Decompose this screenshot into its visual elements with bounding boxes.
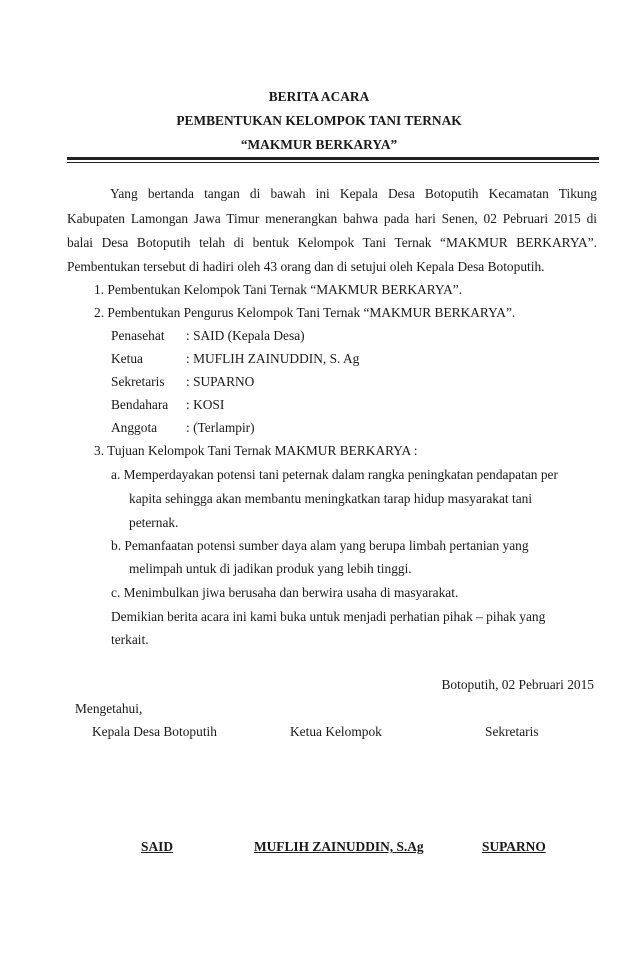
- mengetahui-label: Mengetahui,: [75, 701, 143, 716]
- tujuan-c-line-1: c. Menimbulkan jiwa berusaha dan berwira usaha di masyarakat.: [111, 585, 459, 600]
- pengurus-value: : SAID (Kepala Desa): [186, 328, 305, 343]
- pengurus-label: Penasehat: [111, 328, 165, 343]
- title-rule-thick: [67, 157, 599, 160]
- pengurus-label: Ketua: [111, 351, 143, 366]
- title-line-3: “MAKMUR BERKARYA”: [240, 137, 398, 152]
- list-item-2: 2. Pembentukan Pengurus Kelompok Tani Ternak “MAKMUR BERKARYA”.: [94, 305, 516, 320]
- intro-line-1: Yang bertanda tangan di bawah ini Kepala Desa Botoputih Kecamatan Tikung: [110, 186, 597, 201]
- tujuan-b-line-2: melimpah untuk di jadikan produk yang lebih tinggi.: [129, 561, 412, 576]
- tujuan-b-line-1: b. Pemanfaatan potensi sumber daya alam yang berupa limbah pertanian yang: [111, 538, 529, 553]
- tujuan-a-line-1: a. Memperdayakan potensi tani peternak dalam rangka peningkatan pendapatan per: [111, 467, 558, 482]
- signer-name-ketua: MUFLIH ZAINUDDIN, S.Ag: [254, 839, 424, 854]
- signer-title-kepala-desa: Kepala Desa Botoputih: [92, 724, 217, 739]
- place-date: Botoputih, 02 Pebruari 2015: [441, 677, 594, 692]
- tujuan-a-line-2: kapita sehingga akan membantu meningkatkan tarap hidup masyarakat tani: [129, 491, 533, 506]
- list-item-1: 1. Pembentukan Kelompok Tani Ternak “MAKMUR BERKARYA”.: [94, 282, 463, 297]
- pengurus-value: : MUFLIH ZAINUDDIN, S. Ag: [186, 351, 360, 366]
- title-line-2: PEMBENTUKAN KELOMPOK TANI TERNAK: [176, 113, 462, 128]
- signer-name-kepala-desa: SAID: [141, 839, 173, 854]
- closing-line-1: Demikian berita acara ini kami buka untuk menjadi perhatian pihak – pihak yang: [111, 609, 546, 624]
- intro-line-2: Kabupaten Lamongan Jawa Timur menerangkan bahwa pada hari Senen, 02 Pebruari 2015 di: [67, 211, 597, 226]
- pengurus-value: : (Terlampir): [186, 420, 255, 435]
- pengurus-label: Anggota: [111, 420, 158, 435]
- pengurus-label: Sekretaris: [111, 374, 165, 389]
- closing-line-2: terkait.: [111, 632, 149, 647]
- signer-title-ketua: Ketua Kelompok: [290, 724, 382, 739]
- pengurus-label: Bendahara: [111, 397, 169, 412]
- pengurus-value: : SUPARNO: [186, 374, 255, 389]
- title-rule-thin: [67, 162, 599, 163]
- intro-line-4: Pembentukan tersebut di hadiri oleh 43 orang dan di setujui oleh Kepala Desa Botoputih.: [67, 259, 545, 274]
- intro-line-3: balai Desa Botoputih telah di bentuk Kelompok Tani Ternak “MAKMUR BERKARYA”.: [67, 235, 597, 250]
- title-line-1: BERITA ACARA: [268, 89, 370, 104]
- list-item-3: 3. Tujuan Kelompok Tani Ternak MAKMUR BERKARYA :: [94, 443, 418, 458]
- pengurus-value: : KOSI: [186, 397, 225, 412]
- tujuan-a-line-3: peternak.: [129, 515, 179, 530]
- signer-name-sekretaris: SUPARNO: [482, 839, 546, 854]
- signer-title-sekretaris: Sekretaris: [485, 724, 539, 739]
